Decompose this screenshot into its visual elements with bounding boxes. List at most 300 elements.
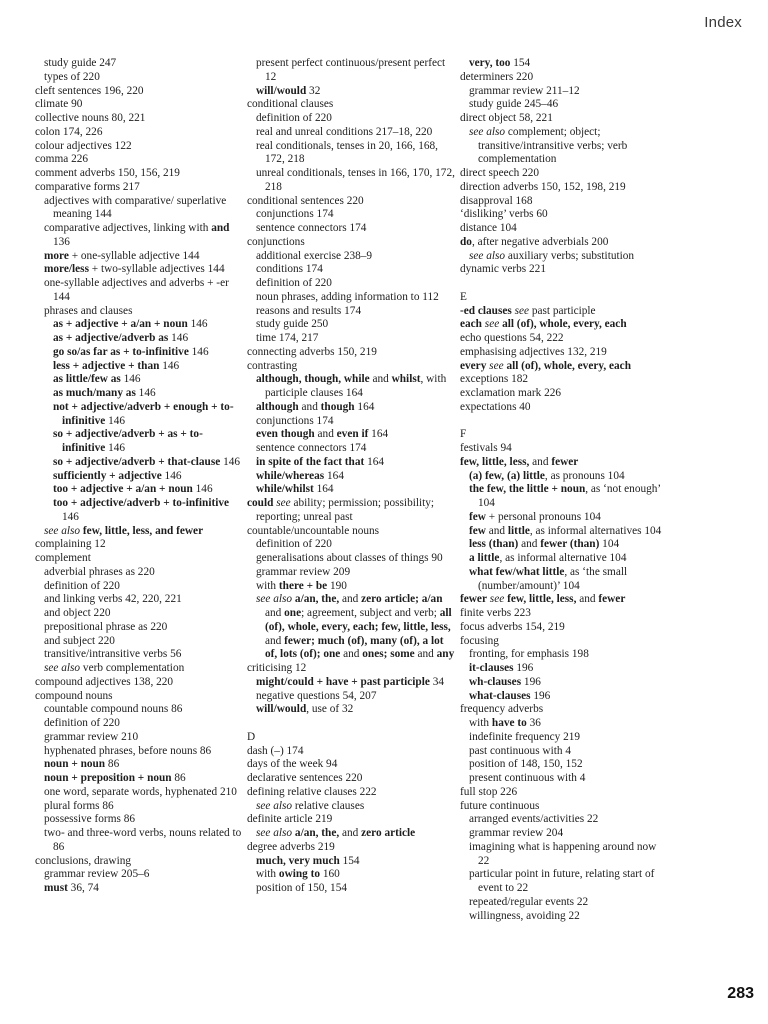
index-entry-text: one word, separate words, hyphenated 210 bbox=[44, 785, 237, 798]
index-entry-text: noun + noun bbox=[44, 758, 106, 771]
index-subentry bbox=[256, 827, 457, 841]
index-entry-text: 146 bbox=[135, 387, 156, 399]
index-entry-text: definition of 220 bbox=[44, 579, 120, 592]
index-entry-text: 146 bbox=[161, 469, 182, 482]
index-entry-text: too + adjective + a/an + noun bbox=[53, 483, 193, 496]
index-subentry bbox=[256, 580, 457, 594]
index-entry-text: there + be bbox=[278, 579, 328, 592]
index-entry-text: colour adjectives 122 bbox=[35, 139, 132, 152]
index-entry bbox=[35, 181, 245, 195]
index-subentry bbox=[256, 112, 457, 126]
index-entry bbox=[460, 401, 670, 415]
index-entry-text: fronting, for emphasis 198 bbox=[469, 648, 589, 661]
index-entry bbox=[460, 387, 670, 401]
index-entry-text: complement; object; transitive/intransitive verbs; verb complementation bbox=[478, 125, 628, 166]
index-subentry bbox=[256, 318, 457, 332]
index-entry-text: fewer; much (of), many (of), a lot of, lots (of); one bbox=[265, 634, 444, 661]
index-subentry bbox=[256, 566, 457, 580]
index-entry-text: contrasting bbox=[247, 359, 298, 372]
index-entry bbox=[460, 607, 670, 621]
index-entry-text: owing to bbox=[278, 868, 321, 881]
index-entry-text: 86 bbox=[105, 758, 120, 771]
index-entry-text: what-clauses bbox=[469, 689, 531, 702]
index-entry-text: see bbox=[489, 359, 504, 372]
index-entry-text: one-syllable adjectives and adverbs + -er 144 bbox=[44, 277, 229, 303]
index-subentry bbox=[256, 538, 457, 552]
index-entry-text: must bbox=[44, 882, 68, 894]
index-entry-text: in spite of the fact that bbox=[256, 455, 365, 468]
index-entry-text: exceptions 182 bbox=[460, 373, 529, 386]
index-subentry bbox=[256, 415, 457, 429]
index-entry-text: relative clauses bbox=[292, 799, 365, 812]
index-subentry bbox=[469, 57, 670, 71]
index-entry bbox=[247, 772, 457, 786]
index-entry-text: conclusions, drawing bbox=[35, 854, 132, 867]
index-entry-text: 146 bbox=[220, 455, 241, 468]
index-subentry bbox=[256, 401, 457, 415]
index-subentry bbox=[256, 263, 457, 277]
index-entry bbox=[35, 126, 245, 140]
index-subentry bbox=[44, 57, 245, 71]
index-entry-text: 136 bbox=[53, 235, 70, 248]
index-subentry bbox=[256, 800, 457, 814]
index-entry-text: 154 bbox=[510, 57, 531, 69]
index-subentry bbox=[44, 772, 245, 786]
index-entry-text: days of the week 94 bbox=[247, 758, 338, 771]
index-entry-text: direct object 58, 221 bbox=[460, 112, 553, 124]
index-entry bbox=[460, 208, 670, 222]
index-entry-text: 196 bbox=[513, 662, 534, 674]
index-entry-text: any bbox=[436, 648, 455, 661]
index-subentry bbox=[44, 621, 245, 635]
index-entry-text: ; agreement, subject and verb; bbox=[301, 607, 440, 619]
index-entry-text: 146 bbox=[105, 442, 126, 454]
index-entry-text: few, little, less, bbox=[460, 455, 530, 468]
index-entry-text: go so/as far as + to-infinitive bbox=[53, 345, 189, 358]
index-entry-text: ones; some bbox=[362, 648, 415, 661]
index-entry-text: 36 bbox=[526, 717, 541, 729]
index-entry-text: not + adjective/adverb + enough + to-infinitive bbox=[53, 400, 234, 427]
index-entry-text: plural forms 86 bbox=[44, 799, 114, 812]
index-entry-text: echo questions 54, 222 bbox=[460, 332, 564, 344]
index-entry-text: future continuous bbox=[460, 799, 540, 812]
index-entry bbox=[35, 538, 245, 552]
index-subentry bbox=[256, 250, 457, 264]
index-entry bbox=[460, 593, 670, 607]
index-subentry bbox=[44, 71, 245, 85]
index-entry bbox=[460, 373, 670, 387]
index-entry bbox=[460, 442, 670, 456]
index-entry-text: see bbox=[484, 318, 500, 331]
index-subentry bbox=[256, 676, 457, 690]
index-entry-text: every bbox=[460, 359, 487, 372]
index-entry-text: do bbox=[460, 235, 472, 248]
index-subentry bbox=[44, 525, 245, 539]
index-entry-text: though bbox=[320, 400, 355, 413]
index-entry-text: and bbox=[576, 593, 599, 606]
index-entry-text: and bbox=[369, 373, 392, 386]
index-entry-text: adjectives with comparative/ superlative meaning 144 bbox=[44, 194, 227, 221]
index-subentry bbox=[44, 868, 245, 882]
index-entry bbox=[460, 167, 670, 181]
index-entry bbox=[247, 813, 457, 827]
index-entry-text: types of 220 bbox=[44, 70, 100, 83]
index-subentry bbox=[469, 910, 670, 924]
index-entry bbox=[460, 305, 670, 319]
index-subentry bbox=[44, 277, 245, 305]
index-entry-text: 146 bbox=[159, 359, 180, 372]
index-entry-text: zero article bbox=[361, 827, 416, 839]
index-subentry bbox=[44, 263, 245, 277]
index-entry-text: conjunctions bbox=[247, 235, 305, 248]
index-entry bbox=[35, 676, 245, 690]
index-subentry bbox=[469, 676, 670, 690]
index-subentry bbox=[469, 470, 670, 484]
index-entry-text: real conditionals, tenses in 20, 166, 168, 172, 218 bbox=[256, 139, 438, 166]
index-entry-text: with bbox=[256, 579, 279, 592]
index-entry-text: 36, 74 bbox=[67, 882, 99, 894]
index-subentry bbox=[44, 648, 245, 662]
index-subentry bbox=[256, 208, 457, 222]
index-subentry bbox=[256, 855, 457, 869]
index-entry-text: 146 bbox=[188, 345, 209, 358]
index-subentry bbox=[256, 593, 457, 662]
index-subentry bbox=[44, 222, 245, 250]
index-entry-text: finite verbs 223 bbox=[460, 607, 531, 619]
index-entry-text: focus adverbs 154, 219 bbox=[460, 620, 565, 633]
index-subentry bbox=[256, 882, 457, 896]
index-subentry bbox=[53, 497, 245, 525]
index-entry-text: E bbox=[460, 290, 467, 303]
index-entry-text: wh-clauses bbox=[469, 675, 522, 688]
index-subentry bbox=[256, 470, 457, 484]
index-entry-text: defining relative clauses 222 bbox=[247, 785, 377, 798]
index-entry-text: + personal pronouns 104 bbox=[485, 510, 601, 523]
index-entry-text: 160 bbox=[320, 868, 340, 881]
index-entry bbox=[460, 703, 670, 717]
index-entry-text: festivals 94 bbox=[460, 442, 512, 454]
index-subentry bbox=[256, 332, 457, 346]
index-entry-text: and bbox=[298, 400, 321, 413]
index-entry-text: more bbox=[44, 249, 69, 262]
index-entry-text: definition of 220 bbox=[44, 717, 120, 729]
index-entry-text: could bbox=[247, 497, 274, 509]
index-entry-text: frequency adverbs bbox=[460, 703, 544, 716]
index-entry bbox=[460, 456, 670, 470]
index-entry-text: countable compound nouns 86 bbox=[44, 703, 183, 716]
index-entry-text: full stop 226 bbox=[460, 785, 518, 798]
index-entry-text: 190 bbox=[327, 579, 347, 592]
index-entry-text: phrases and clauses bbox=[44, 304, 133, 317]
index-entry-text: , as informal alternatives 104 bbox=[529, 524, 662, 537]
index-subentry bbox=[44, 607, 245, 621]
index-entry-text: particular point in future, relating start of event to 22 bbox=[469, 868, 655, 894]
index-subentry bbox=[44, 800, 245, 814]
index-entry bbox=[247, 745, 457, 759]
index-entry-text: position of 148, 150, 152 bbox=[469, 758, 583, 771]
index-entry-text: climate 90 bbox=[35, 98, 83, 111]
index-entry-text: cleft sentences 196, 220 bbox=[35, 84, 144, 97]
index-entry-text: and bbox=[485, 524, 508, 537]
index-entry-text: definite article 219 bbox=[247, 813, 333, 826]
index-entry bbox=[460, 71, 670, 85]
index-entry-text: as much/many as bbox=[53, 387, 136, 399]
index-entry-text: present perfect continuous/present perfect 12 bbox=[256, 57, 446, 83]
index-subentry bbox=[44, 305, 245, 319]
index-subentry bbox=[256, 291, 457, 305]
index-entry-text: and bbox=[314, 428, 337, 441]
index-entry-text: arranged events/activities 22 bbox=[469, 813, 599, 826]
index-entry bbox=[247, 497, 457, 525]
index-entry bbox=[247, 525, 457, 539]
index-subentry bbox=[469, 552, 670, 566]
index-entry bbox=[460, 263, 670, 277]
index-entry bbox=[460, 346, 670, 360]
index-subentry bbox=[44, 250, 245, 264]
index-entry bbox=[460, 195, 670, 209]
index-entry-text: zero article; a/an bbox=[361, 593, 443, 606]
index-entry-text: 146 bbox=[187, 318, 208, 331]
index-entry-text: with bbox=[469, 717, 492, 729]
index-entry bbox=[247, 662, 457, 676]
index-entry-text: determiners 220 bbox=[460, 70, 534, 83]
index-subentry bbox=[469, 483, 670, 511]
index-subentry bbox=[53, 470, 245, 484]
index-entry-text: and bbox=[339, 827, 362, 839]
index-entry-text: less (than) bbox=[469, 538, 519, 551]
index-entry-text: and bbox=[265, 634, 285, 647]
index-subentry bbox=[44, 813, 245, 827]
index-column-1 bbox=[35, 57, 245, 896]
index-entry-text: fewer bbox=[551, 455, 579, 468]
index-entry-text: grammar review 204 bbox=[469, 827, 564, 839]
index-entry-text: 196 bbox=[530, 689, 551, 702]
index-subentry bbox=[469, 511, 670, 525]
index-entry-text: 164 bbox=[364, 455, 385, 468]
index-entry-text: fewer (than) bbox=[540, 538, 600, 551]
index-entry-text: as little/few as bbox=[53, 373, 121, 386]
index-entry-text: countable/uncountable nouns bbox=[247, 524, 380, 537]
index-entry bbox=[460, 635, 670, 649]
index-entry bbox=[460, 332, 670, 346]
index-entry bbox=[460, 181, 670, 195]
index-entry-text: degree adverbs 219 bbox=[247, 840, 335, 853]
index-entry-text: fewer bbox=[598, 593, 626, 606]
index-entry-text: it-clauses bbox=[469, 662, 514, 674]
index-entry-text: hyphenated phrases, before nouns 86 bbox=[44, 744, 212, 757]
index-entry-text: , use of 32 bbox=[306, 703, 354, 716]
index-entry-text: 86 bbox=[171, 772, 186, 784]
index-subentry bbox=[53, 318, 245, 332]
index-subentry bbox=[44, 745, 245, 759]
index-entry-text: 196 bbox=[521, 675, 541, 688]
index-entry-text: all (of), whole, every, each bbox=[502, 318, 627, 331]
index-entry-text: + one-syllable adjective 144 bbox=[68, 249, 200, 262]
index-subentry bbox=[469, 717, 670, 731]
index-entry-text: few bbox=[469, 510, 486, 523]
index-entry-text: one bbox=[284, 607, 302, 619]
index-entry bbox=[460, 800, 670, 814]
index-entry bbox=[460, 236, 670, 250]
index-subentry bbox=[256, 167, 457, 195]
index-entry-text: few bbox=[469, 524, 486, 537]
index-subentry bbox=[44, 786, 245, 800]
index-subentry bbox=[469, 827, 670, 841]
index-entry-text: real and unreal conditions 217–18, 220 bbox=[256, 125, 433, 138]
index-entry-text: exclamation mark 226 bbox=[460, 387, 562, 399]
index-entry-text: position of 150, 154 bbox=[256, 882, 348, 894]
index-entry-text: two- and three-word verbs, nouns related to 86 bbox=[44, 827, 242, 853]
index-entry-text: all (of), whole, every, each; few, little, less, bbox=[265, 607, 452, 633]
index-entry-text: 146 bbox=[168, 332, 189, 344]
index-entry-text: comment adverbs 150, 156, 219 bbox=[35, 167, 180, 179]
index-entry-text: grammar review 211–12 bbox=[469, 84, 580, 97]
index-entry-text: and bbox=[265, 607, 285, 619]
index-entry bbox=[247, 841, 457, 855]
index-entry-text: -ed clauses bbox=[460, 304, 512, 317]
index-entry-text: distance 104 bbox=[460, 222, 517, 234]
index-entry bbox=[247, 346, 457, 360]
index-subentry bbox=[469, 662, 670, 676]
index-subentry bbox=[44, 758, 245, 772]
index-entry bbox=[35, 85, 245, 99]
index-entry-text: few, little, less, and fewer bbox=[82, 524, 204, 537]
index-subentry bbox=[44, 195, 245, 223]
index-entry-text: the few, the little + noun bbox=[469, 483, 586, 496]
index-entry-text: see also bbox=[469, 125, 506, 138]
index-entry-text: auxiliary verbs; substitution bbox=[505, 249, 635, 262]
index-entry bbox=[35, 855, 245, 869]
index-entry-text: definition of 220 bbox=[256, 277, 332, 289]
index-entry-text: willingness, avoiding 22 bbox=[469, 909, 580, 922]
index-entry-text: direct speech 220 bbox=[460, 167, 540, 179]
index-entry-text: much, very much bbox=[256, 854, 340, 867]
index-entry-text: grammar review 209 bbox=[256, 565, 351, 578]
index-entry-text: and bbox=[211, 222, 230, 234]
index-entry-text: dash (–) 174 bbox=[247, 744, 304, 757]
index-subentry bbox=[44, 662, 245, 676]
index-entry-text: study guide 250 bbox=[256, 318, 329, 331]
index-subentry bbox=[53, 360, 245, 374]
index-subentry bbox=[256, 222, 457, 236]
index-subentry bbox=[256, 703, 457, 717]
index-entry-text: connecting adverbs 150, 219 bbox=[247, 345, 377, 358]
index-entry-text: study guide 245–46 bbox=[469, 98, 559, 111]
index-entry-text: compound adjectives 138, 220 bbox=[35, 675, 174, 688]
index-entry-text: sufficiently + adjective bbox=[53, 469, 162, 482]
index-entry-text: a/an, the, bbox=[294, 593, 340, 606]
index-subentry bbox=[44, 882, 245, 896]
index-entry-text: 154 bbox=[339, 854, 360, 867]
index-entry-text: F bbox=[460, 428, 467, 441]
index-entry-text: a little bbox=[469, 552, 500, 564]
index-entry-text: and bbox=[529, 455, 552, 468]
index-subentry bbox=[469, 896, 670, 910]
index-entry-text: and linking verbs 42, 220, 221 bbox=[44, 593, 182, 606]
index-entry-text: while/whereas bbox=[256, 469, 325, 482]
index-subentry bbox=[256, 483, 457, 497]
index-subentry bbox=[44, 717, 245, 731]
index-entry-text: negative questions 54, 207 bbox=[256, 689, 377, 702]
index-entry bbox=[247, 195, 457, 209]
index-entry-text: see bbox=[514, 304, 530, 317]
index-subentry bbox=[53, 346, 245, 360]
index-entry-text: so + adjective/adverb + that-clause bbox=[53, 455, 221, 468]
index-subentry bbox=[44, 827, 245, 855]
index-subentry bbox=[256, 373, 457, 401]
index-entry bbox=[460, 112, 670, 126]
index-subentry bbox=[469, 566, 670, 594]
index-entry-text: prepositional phrase as 220 bbox=[44, 620, 168, 633]
index-entry-text: 104 bbox=[599, 538, 620, 551]
index-entry-text: past continuous with 4 bbox=[469, 744, 571, 757]
index-subentry bbox=[44, 593, 245, 607]
index-entry-text: transitive/intransitive verbs 56 bbox=[44, 648, 182, 661]
index-entry bbox=[460, 291, 670, 305]
index-entry-text: see also bbox=[256, 593, 293, 606]
index-entry-text: 34 bbox=[429, 675, 444, 688]
index-entry bbox=[460, 222, 670, 236]
index-entry bbox=[460, 428, 670, 442]
index-entry-text: , as pronouns 104 bbox=[544, 469, 625, 482]
index-entry-text: (a) few, (a) little bbox=[469, 469, 545, 482]
index-entry-text: comparative forms 217 bbox=[35, 180, 140, 193]
index-entry bbox=[460, 360, 670, 374]
index-subentry bbox=[469, 98, 670, 112]
index-entry-text: 146 bbox=[62, 510, 79, 523]
index-subentry bbox=[469, 85, 670, 99]
index-subentry bbox=[53, 428, 245, 456]
index-entry-text: complaining 12 bbox=[35, 538, 106, 551]
index-entry bbox=[247, 360, 457, 374]
index-subentry bbox=[256, 140, 457, 168]
index-entry-text: disapproval 168 bbox=[460, 194, 533, 207]
index-entry-text: 164 bbox=[313, 483, 334, 496]
index-entry-text: 146 bbox=[120, 373, 141, 386]
index-entry-text: all (of), whole, every, each bbox=[506, 359, 631, 372]
index-subentry bbox=[469, 758, 670, 772]
index-entry-text: present continuous with 4 bbox=[469, 772, 586, 784]
index-entry-text: noun + preposition + noun bbox=[44, 772, 172, 784]
index-entry-text: conjunctions 174 bbox=[256, 208, 334, 221]
index-subentry bbox=[44, 580, 245, 594]
index-subentry bbox=[256, 442, 457, 456]
index-entry-text: definition of 220 bbox=[256, 538, 332, 551]
index-entry-text: see also bbox=[44, 662, 81, 674]
index-entry-text: , after negative adverbials 200 bbox=[471, 235, 609, 248]
index-entry-text: see also bbox=[44, 524, 81, 537]
index-entry-text: whilst bbox=[391, 373, 421, 386]
index-entry-text: and bbox=[414, 648, 437, 661]
index-entry-text: see bbox=[276, 497, 291, 509]
index-entry bbox=[247, 758, 457, 772]
index-subentry bbox=[469, 126, 670, 167]
index-entry-text: grammar review 210 bbox=[44, 730, 139, 743]
index-subentry bbox=[53, 332, 245, 346]
index-entry-text: and bbox=[340, 648, 363, 661]
index-entry bbox=[35, 140, 245, 154]
index-entry-text: unreal conditionals, tenses in 166, 170, 172, 218 bbox=[256, 167, 455, 193]
index-subentry bbox=[469, 841, 670, 869]
index-entry-text: conjunctions 174 bbox=[256, 414, 334, 427]
index-entry-text: what few/what little bbox=[469, 565, 565, 578]
index-subentry bbox=[53, 373, 245, 387]
index-entry-text: criticising 12 bbox=[247, 662, 307, 674]
index-entry-text: see also bbox=[256, 827, 293, 839]
index-subentry bbox=[256, 277, 457, 291]
index-entry-text: as + adjective/adverb as bbox=[53, 332, 169, 344]
index-entry-text: sentence connectors 174 bbox=[256, 442, 367, 454]
